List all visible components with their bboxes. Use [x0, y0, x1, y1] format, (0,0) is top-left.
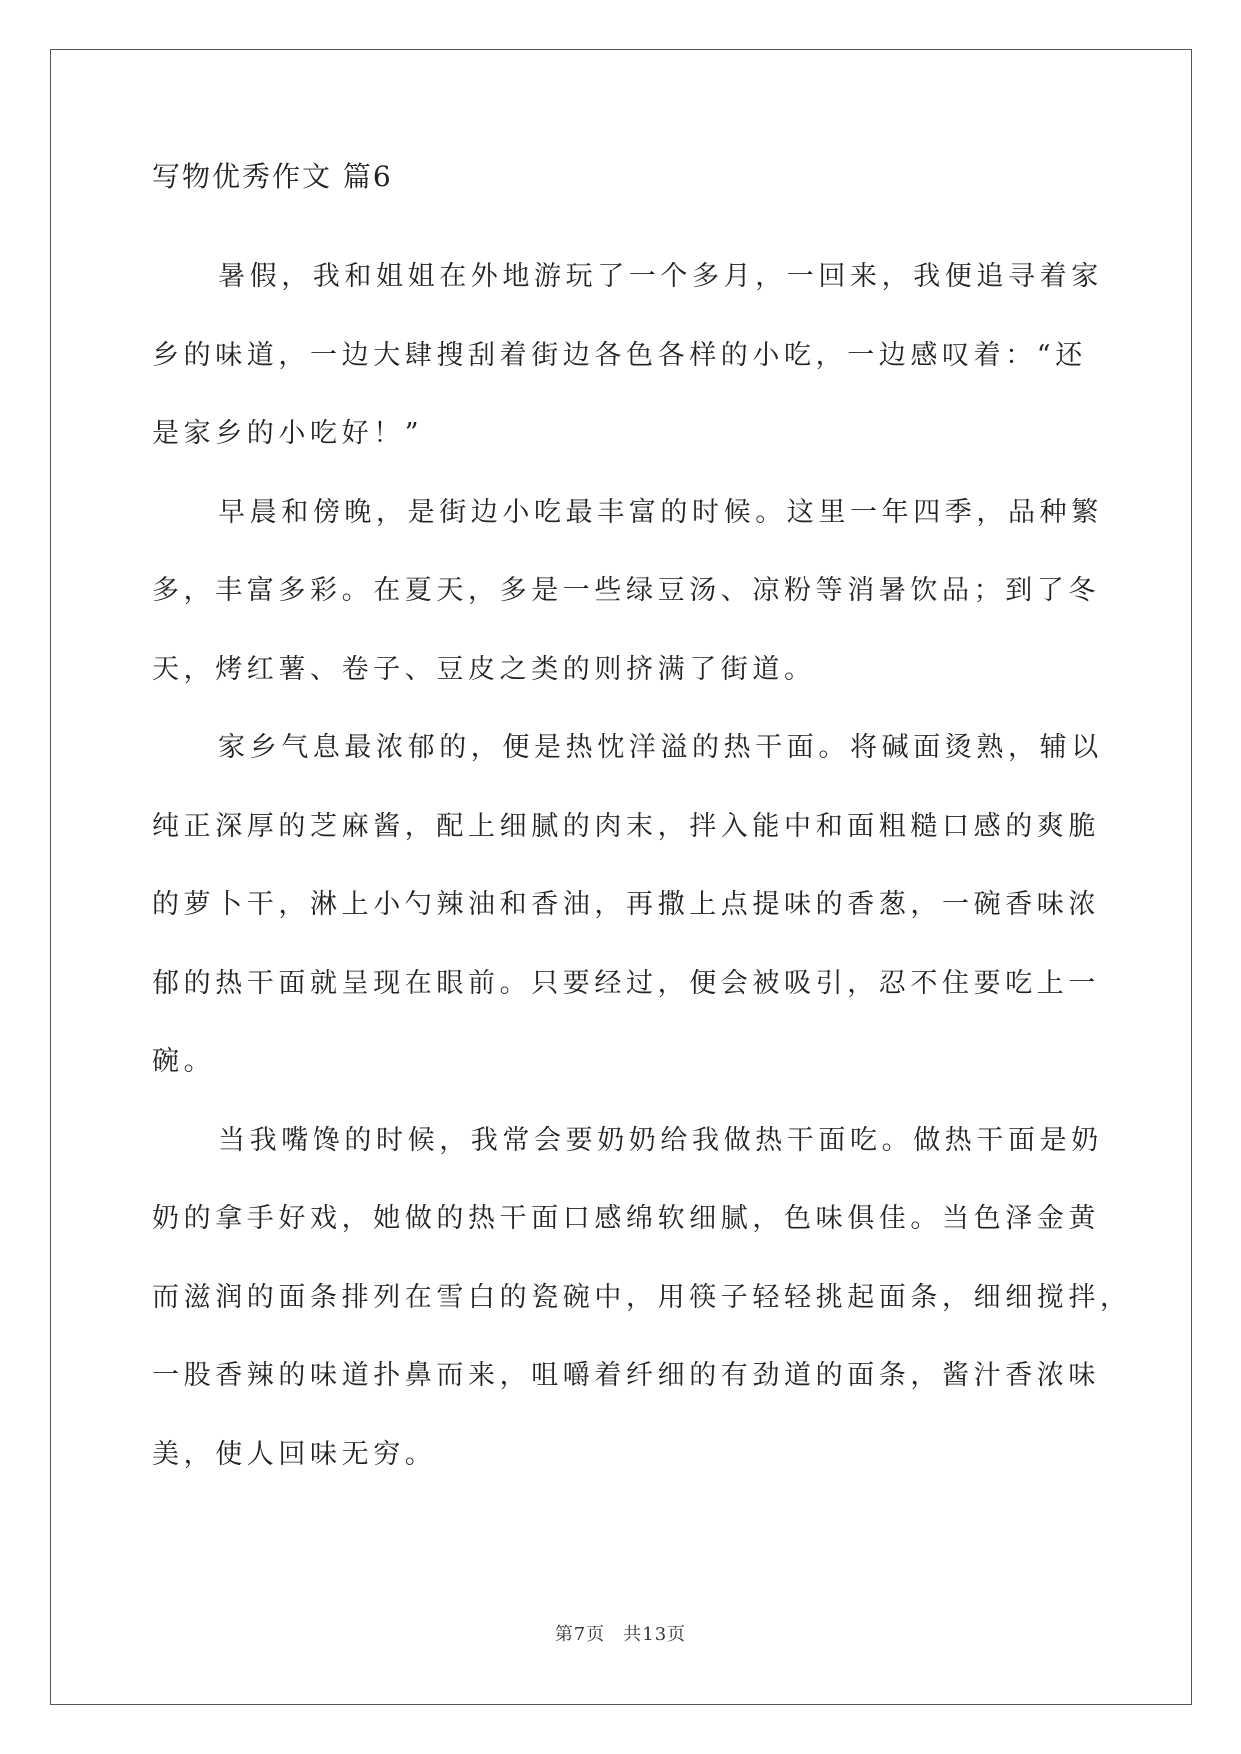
- paragraph-line: 美，使人回味无穷。: [152, 1438, 437, 1470]
- paragraph-1: [152, 238, 1103, 474]
- paragraph-line: 奶的拿手好戏，她做的热干面口感绵软细腻，色味俱佳。当色泽金黄: [152, 1203, 1100, 1234]
- document-body: [152, 160, 1132, 1494]
- paragraph-line: 早晨和傍晚，是街边小吃最丰富的时候。这里一年四季，品种繁: [218, 496, 1103, 528]
- paragraph-line: 纯正深厚的芝麻酱，配上细腻的肉末，拌入能中和面粗糙口感的爽脆: [152, 810, 1100, 842]
- paragraph-line: 而滋润的面条排列在雪白的瓷碗中，用筷子轻轻挑起面条，细细搅拌，: [152, 1281, 1132, 1313]
- paragraph-4: [152, 1102, 1132, 1495]
- paragraph-line: 暑假，我和姐姐在外地游玩了一个多月，一回来，我便追寻着家: [218, 261, 1103, 292]
- paragraph-line: 乡的味道，一边大肆搜刮着街边各色各样的小吃，一边感叹着：“还: [152, 339, 1087, 371]
- page-number: 第7页: [554, 1624, 606, 1645]
- paragraph-2: [152, 474, 1103, 710]
- paragraph-line: 多，丰富多彩。在夏天，多是一些绿豆汤、凉粉等消暑饮品；到了冬: [152, 575, 1100, 606]
- document-title: 写物优秀作文 篇6: [152, 160, 393, 193]
- paragraph-line: 碗。: [152, 1046, 216, 1077]
- paragraph-line: 天，烤红薯、卷子、豆皮之类的则挤满了街道。: [152, 653, 816, 685]
- paragraph-line: 一股香辣的味道扑鼻而来，咀嚼着纤细的有劲道的面条，酱汁香浓味: [152, 1360, 1100, 1391]
- paragraph-line: 郁的热干面就呈现在眼前。只要经过，便会被吸引，忍不住要吃上一: [152, 967, 1100, 999]
- paragraph-line: 家乡气息最浓郁的，便是热忱洋溢的热干面。将碱面烫熟，辅以: [218, 732, 1103, 763]
- paragraph-line: 的萝卜干，淋上小勺辣油和香油，再撒上点提味的香葱，一碗香味浓: [152, 889, 1100, 920]
- paragraph-line: 当我嘴馋的时候，我常会要奶奶给我做热干面吃。做热干面是奶: [218, 1124, 1103, 1156]
- paragraph-3: [152, 709, 1103, 1102]
- paragraph-line: 是家乡的小吃好！”: [152, 418, 424, 449]
- page-footer: [0, 1624, 1241, 1646]
- page-total: 共13页: [623, 1624, 687, 1645]
